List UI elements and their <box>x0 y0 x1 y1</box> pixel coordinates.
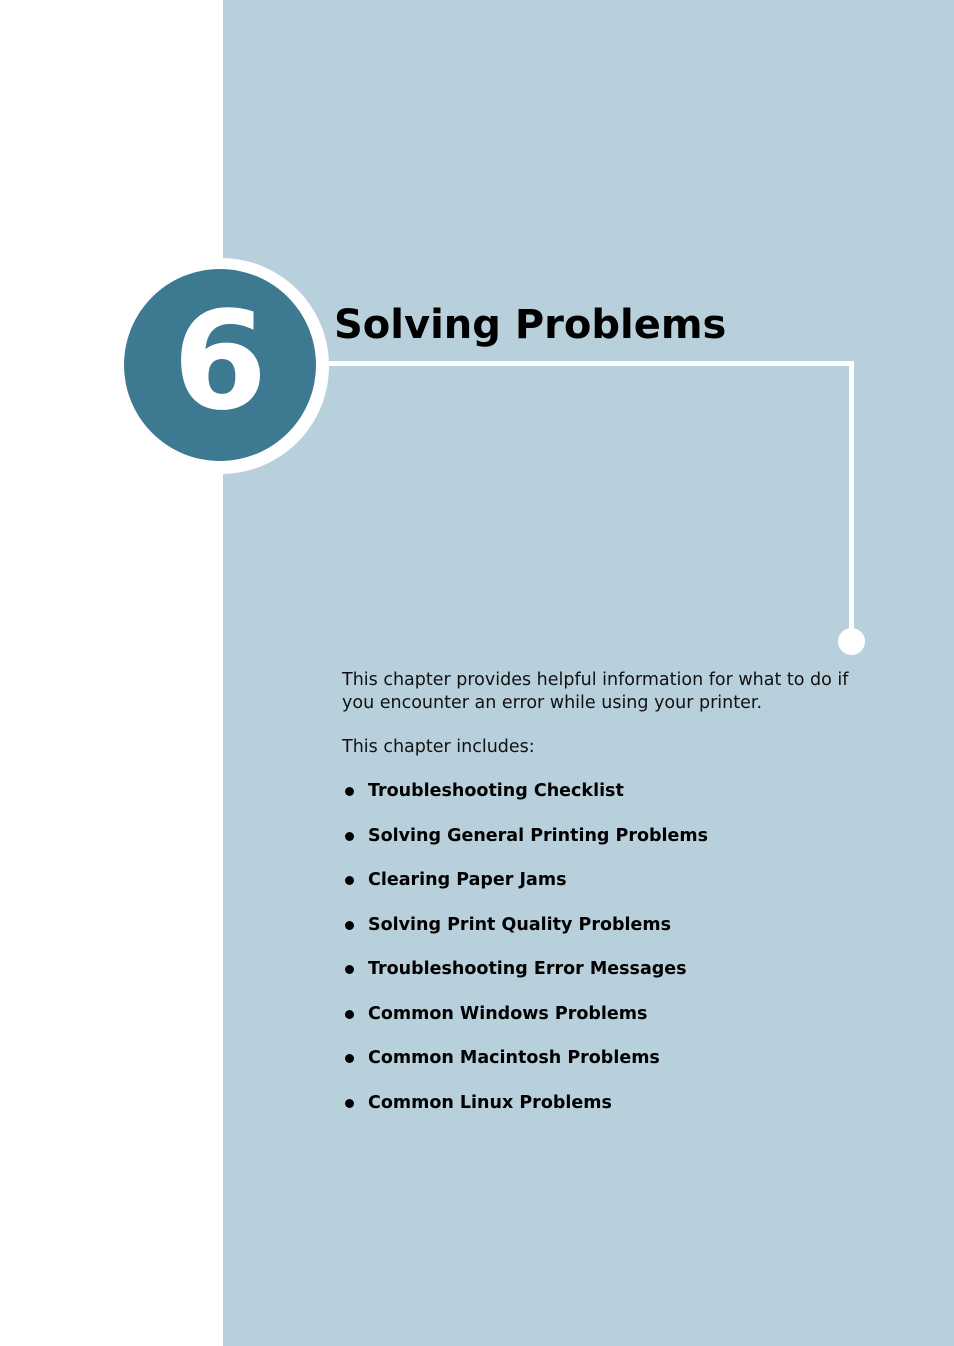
bullet-icon <box>345 1099 354 1108</box>
bullet-icon <box>345 1010 354 1019</box>
bullet-icon <box>345 921 354 930</box>
chapter-number: 6 <box>172 283 268 441</box>
chapter-title: Solving Problems <box>334 302 727 348</box>
topic-link[interactable]: Clearing Paper Jams <box>368 870 567 890</box>
bullet-icon <box>345 787 354 796</box>
bullet-icon <box>345 965 354 974</box>
topic-link[interactable]: Common Linux Problems <box>368 1092 612 1113</box>
topic-link[interactable]: Common Windows Problems <box>368 1003 648 1024</box>
title-connector-line <box>849 361 854 633</box>
connector-dot <box>838 628 865 655</box>
topic-link[interactable]: Solving Print Quality Problems <box>368 914 672 935</box>
topic-link[interactable]: Common Macintosh Problems <box>368 1048 660 1068</box>
chapter-includes-label: This chapter includes: <box>342 737 535 757</box>
bullet-icon <box>345 832 354 841</box>
title-underline <box>318 361 854 366</box>
topic-link[interactable]: Troubleshooting Error Messages <box>368 959 687 979</box>
chapter-number-badge <box>124 269 316 461</box>
bullet-icon <box>345 876 354 885</box>
chapter-intro-paragraph: This chapter provides helpful information for what to do if you encounter an error while using your printer. <box>342 670 849 713</box>
bullet-icon <box>345 1054 354 1063</box>
topic-link[interactable]: Solving General Printing Problems <box>368 825 709 846</box>
topic-link[interactable]: Troubleshooting Checklist <box>368 781 624 801</box>
